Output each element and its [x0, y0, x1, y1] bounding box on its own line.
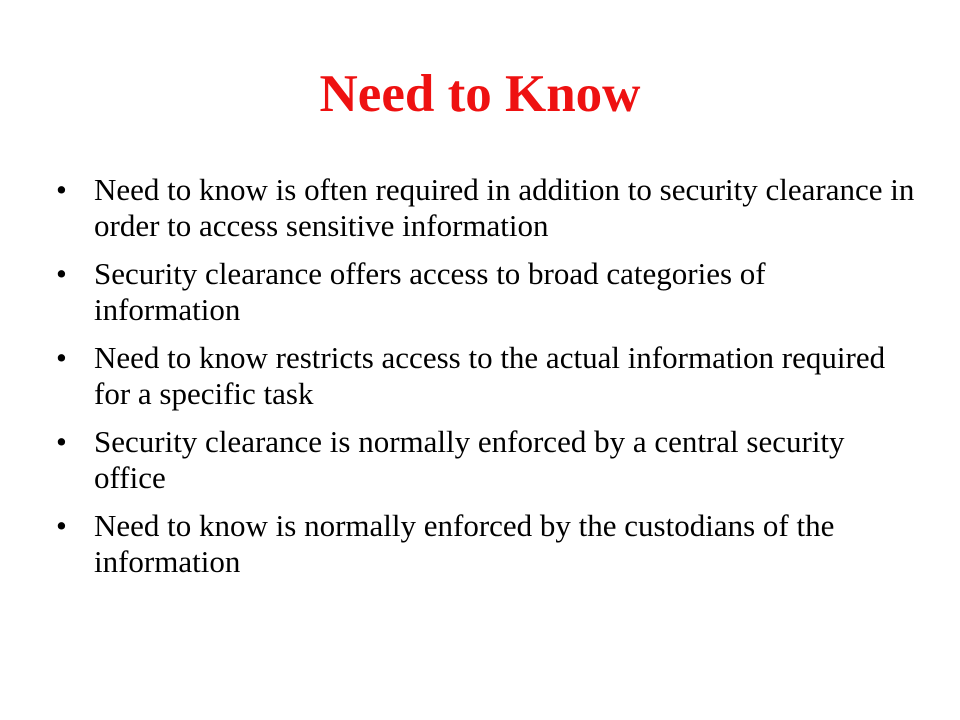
bullet-list — [56, 172, 916, 592]
slide-title: Need to Know — [319, 65, 641, 123]
bullet-text: Need to know is normally enforced by the custodians of the information — [94, 508, 835, 579]
bullet-item — [56, 508, 916, 580]
bullet-text: Security clearance offers access to broad categories of information — [94, 256, 766, 327]
bullet-item — [56, 340, 916, 412]
bullet-dot-icon: • — [56, 256, 67, 291]
bullet-text: Security clearance is normally enforced by a central security office — [94, 424, 845, 495]
bullet-item — [56, 172, 916, 244]
bullet-item — [56, 256, 916, 328]
bullet-dot-icon: • — [56, 424, 67, 459]
bullet-dot-icon: • — [56, 340, 67, 375]
bullet-text: Need to know restricts access to the actual information required for a specific task — [94, 340, 886, 411]
bullet-dot-icon: • — [56, 172, 67, 207]
bullet-dot-icon: • — [56, 508, 67, 543]
bullet-text: Need to know is often required in addition to security clearance in order to access sensitive information — [94, 172, 915, 243]
bullet-item — [56, 424, 916, 496]
